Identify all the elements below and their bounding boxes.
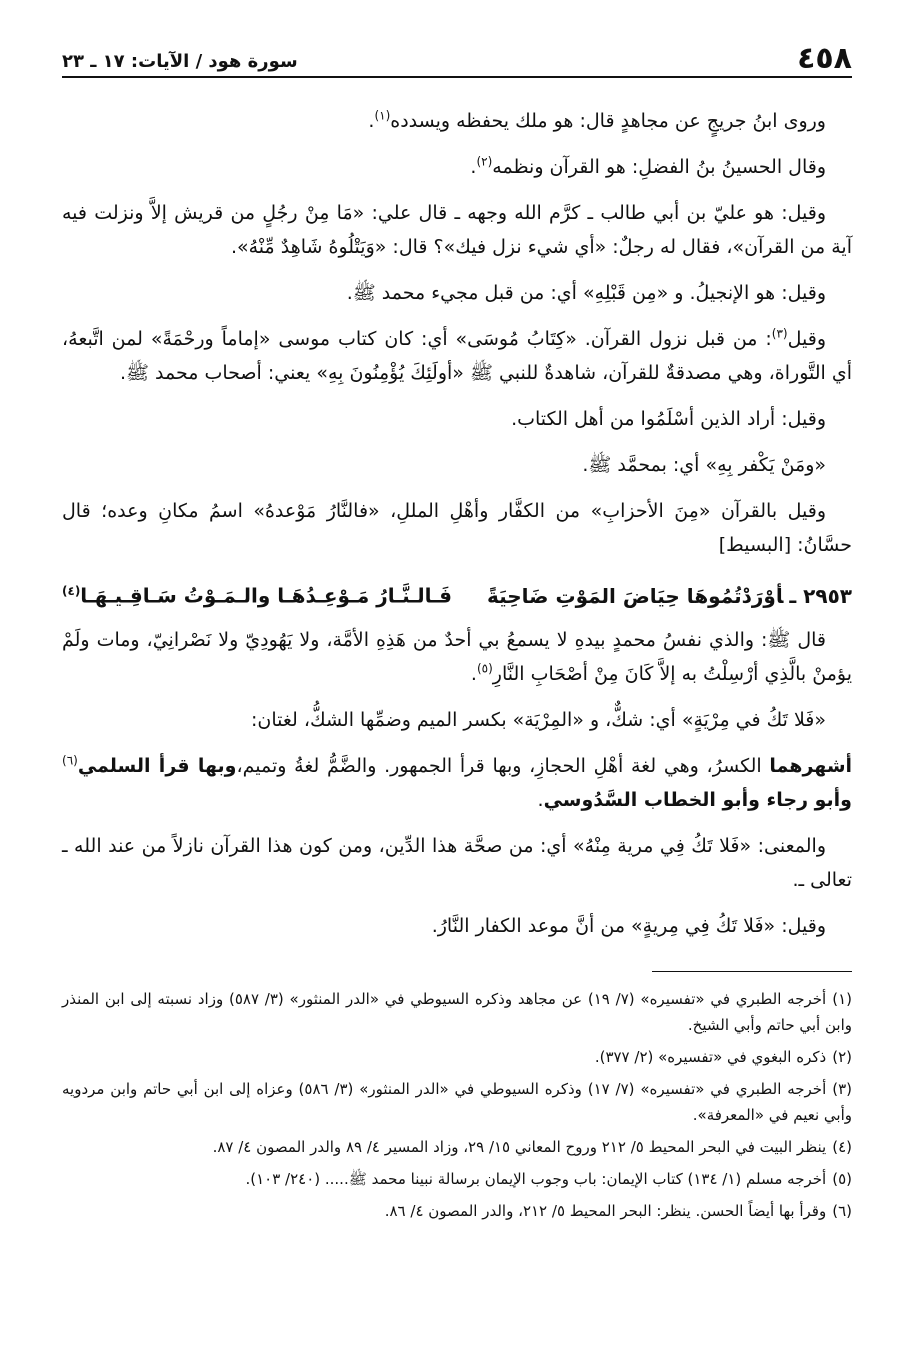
- verse-number: ٢٩٥٣ ـ: [789, 583, 852, 608]
- main-text: [62, 104, 852, 943]
- paragraph: قال ﷺ: والذي نفسُ محمدٍ بيدهِ لا يسمعُ بي أحدٌ من هَذِهِ الأمَّة، ولا يَهُودِيّ ولا نَصْرانِيّ، ومات ولَمْ يؤمنْ بالَّذِي أرْسِلْتُ به إلاَّ كَانَ مِنْ أصْحَابِ النَّارِ$^{(٥)}$.: [62, 628, 852, 685]
- footnote-divider: [652, 971, 852, 972]
- footnote: (٥)أخرجه مسلم (١/ ١٣٤) كتاب الإيمان: باب وجوب الإيمان برسالة نبينا محمد ﷺ..... (٢٤٠/ ١٠٣).: [245, 1169, 852, 1188]
- footnote-ref[interactable]: (١): [374, 108, 391, 123]
- paragraph: وقيل بالقرآن «مِنَ الأحزابِ» من الكفَّار وأهْلِ المللِ، «فالنَّارُ مَوْعدهُ» اسمُ مكانِ وعده؛ قال حسَّانُ: [البسيط]: [62, 500, 852, 556]
- footnote-ref[interactable]: (٣): [771, 326, 788, 341]
- paragraph: أشهرهما الكسرُ، وهي لغة أهْلِ الحجازِ، وبها قرأ الجمهور. والضَّمُّ لغةُ وتميم،وبها قرأ السلمي$^{(٦)}$ وأبو رجاء وأبو الخطاب السَّدُوسي.: [62, 753, 853, 811]
- verse-second-hemistich: فَـالـنَّـارُ مَـوْعِـدُهَـا والـمَـوْتُ سَـاقِـيـهَـا$^{(٤)}$: [62, 583, 453, 608]
- paragraph: «فَلا تَكُ في مِرْيَةٍ» أي: شكٌّ، و «المِرْيَة» بكسر الميم وضمِّها الشكُّ، لغتان:: [250, 708, 826, 731]
- paragraph: وقيل: أراد الذين أسْلَمُوا من أهل الكتاب.: [511, 408, 826, 430]
- footnote: (٦)وقرأ بها أيضاً الحسن. ينظر: البحر المحيط ٥/ ٢١٢، والدر المصون ٤/ ٨٦.: [384, 1201, 852, 1220]
- poem-verse: [62, 574, 852, 613]
- footnote: (٣)أخرجه الطبري في «تفسيره» (٧/ ١٧) وذكره السيوطي في «الدر المنثور» (٣/ ٥٨٦) وعزاه إلى ابن أبي حاتم وابن مردويه وأبي نعيم في «المعرفة».: [62, 1079, 853, 1124]
- chapter-title: سورة هود / الآيات: ١٧ ـ ٢٣: [62, 51, 298, 72]
- paragraph: وقيل: هو عليّ بن أبي طالب ـ كرَّم الله وجهه ـ قال علي: «مَا مِنْ رجُلٍ من قريش إلاَّ ونزلت فيه آية من القرآن»، فقال له رجلٌ: «أي شيء نزل فيك»؟ قال: «وَيَتْلُوهُ شَاهِدٌ مِّنْهُ».: [62, 202, 852, 258]
- paragraph: وقال الحسينُ بنُ الفضلِ: هو القرآن ونظمه$^{(٢)}$.: [470, 154, 826, 178]
- verse-first-hemistich: ٢٩٥٣ ـأوْرَدْتُمُوهَا حِيَاضَ المَوْتِ ضَاحِيَةً: [486, 583, 852, 608]
- paragraph: «ومَنْ يَكْفر بِهِ» أي: بمحمَّد ﷺ.: [582, 454, 826, 476]
- footnote-ref[interactable]: (٤): [62, 584, 81, 598]
- paragraph: والمعنى: «فَلا تَكُ فِي مرية مِنْهُ» أي: من صحَّة هذا الدِّين، ومن كون هذا القرآن نازلاً من عند الله ـ تعالى ـ.: [62, 834, 852, 891]
- footnote: (٤)ينظر البيت في البحر المحيط ٥/ ٢١٢ وروح المعاني ١٥/ ٢٩، وزاد المسير ٤/ ٨٩ والدر المصون ٤/ ٨٧.: [212, 1137, 852, 1156]
- paragraph: وقيل$^{(٣)}$: من قبل نزول القرآن. «كِتَابُ مُوسَى» أي: كان كتاب موسى «إماماً ورحْمَةً» لمن اتَّبعهُ، أي التَّوراة، وهي مصدقةٌ للقرآن، شاهدةٌ للنبي ﷺ «أولَئِكَ يُؤْمِنُونَ بِهِ» يعني: أصحاب محمد ﷺ.: [62, 326, 852, 384]
- paragraph: وروى ابنُ جريجٍ عن مجاهدٍ قال: هو ملك يحفظه ويسدده$^{(١)}$.: [368, 108, 826, 132]
- running-header: [62, 28, 852, 78]
- footnote: (٢)ذكره البغوي في «تفسيره» (٢/ ٣٧٧).: [594, 1047, 852, 1066]
- paragraph: وقيل: هو الإنجيلُ. و «مِن قَبْلِهِ» أي: من قبل مجيء محمد ﷺ.: [346, 282, 826, 304]
- page-number: ٤٥٨: [797, 41, 852, 76]
- footnote-ref[interactable]: (٥): [476, 661, 493, 676]
- footnote-ref[interactable]: (٢): [476, 154, 493, 169]
- book-page: [62, 28, 852, 1372]
- footnote-ref[interactable]: (٦): [62, 753, 78, 768]
- footnote: (١)أخرجه الطبري في «تفسيره» (٧/ ١٩) عن مجاهد وذكره السيوطي في «الدر المنثور» (٣/ ٥٨٧) وزاد نسبته إلى ابن المنذر وابن أبي حاتم وأبي الشيخ.: [62, 989, 852, 1034]
- paragraph: وقيل: «فَلا تَكُ فِي مِريةٍ» من أنَّ موعد الكفار النَّارُ.: [431, 914, 826, 937]
- footnotes: [62, 986, 852, 1224]
